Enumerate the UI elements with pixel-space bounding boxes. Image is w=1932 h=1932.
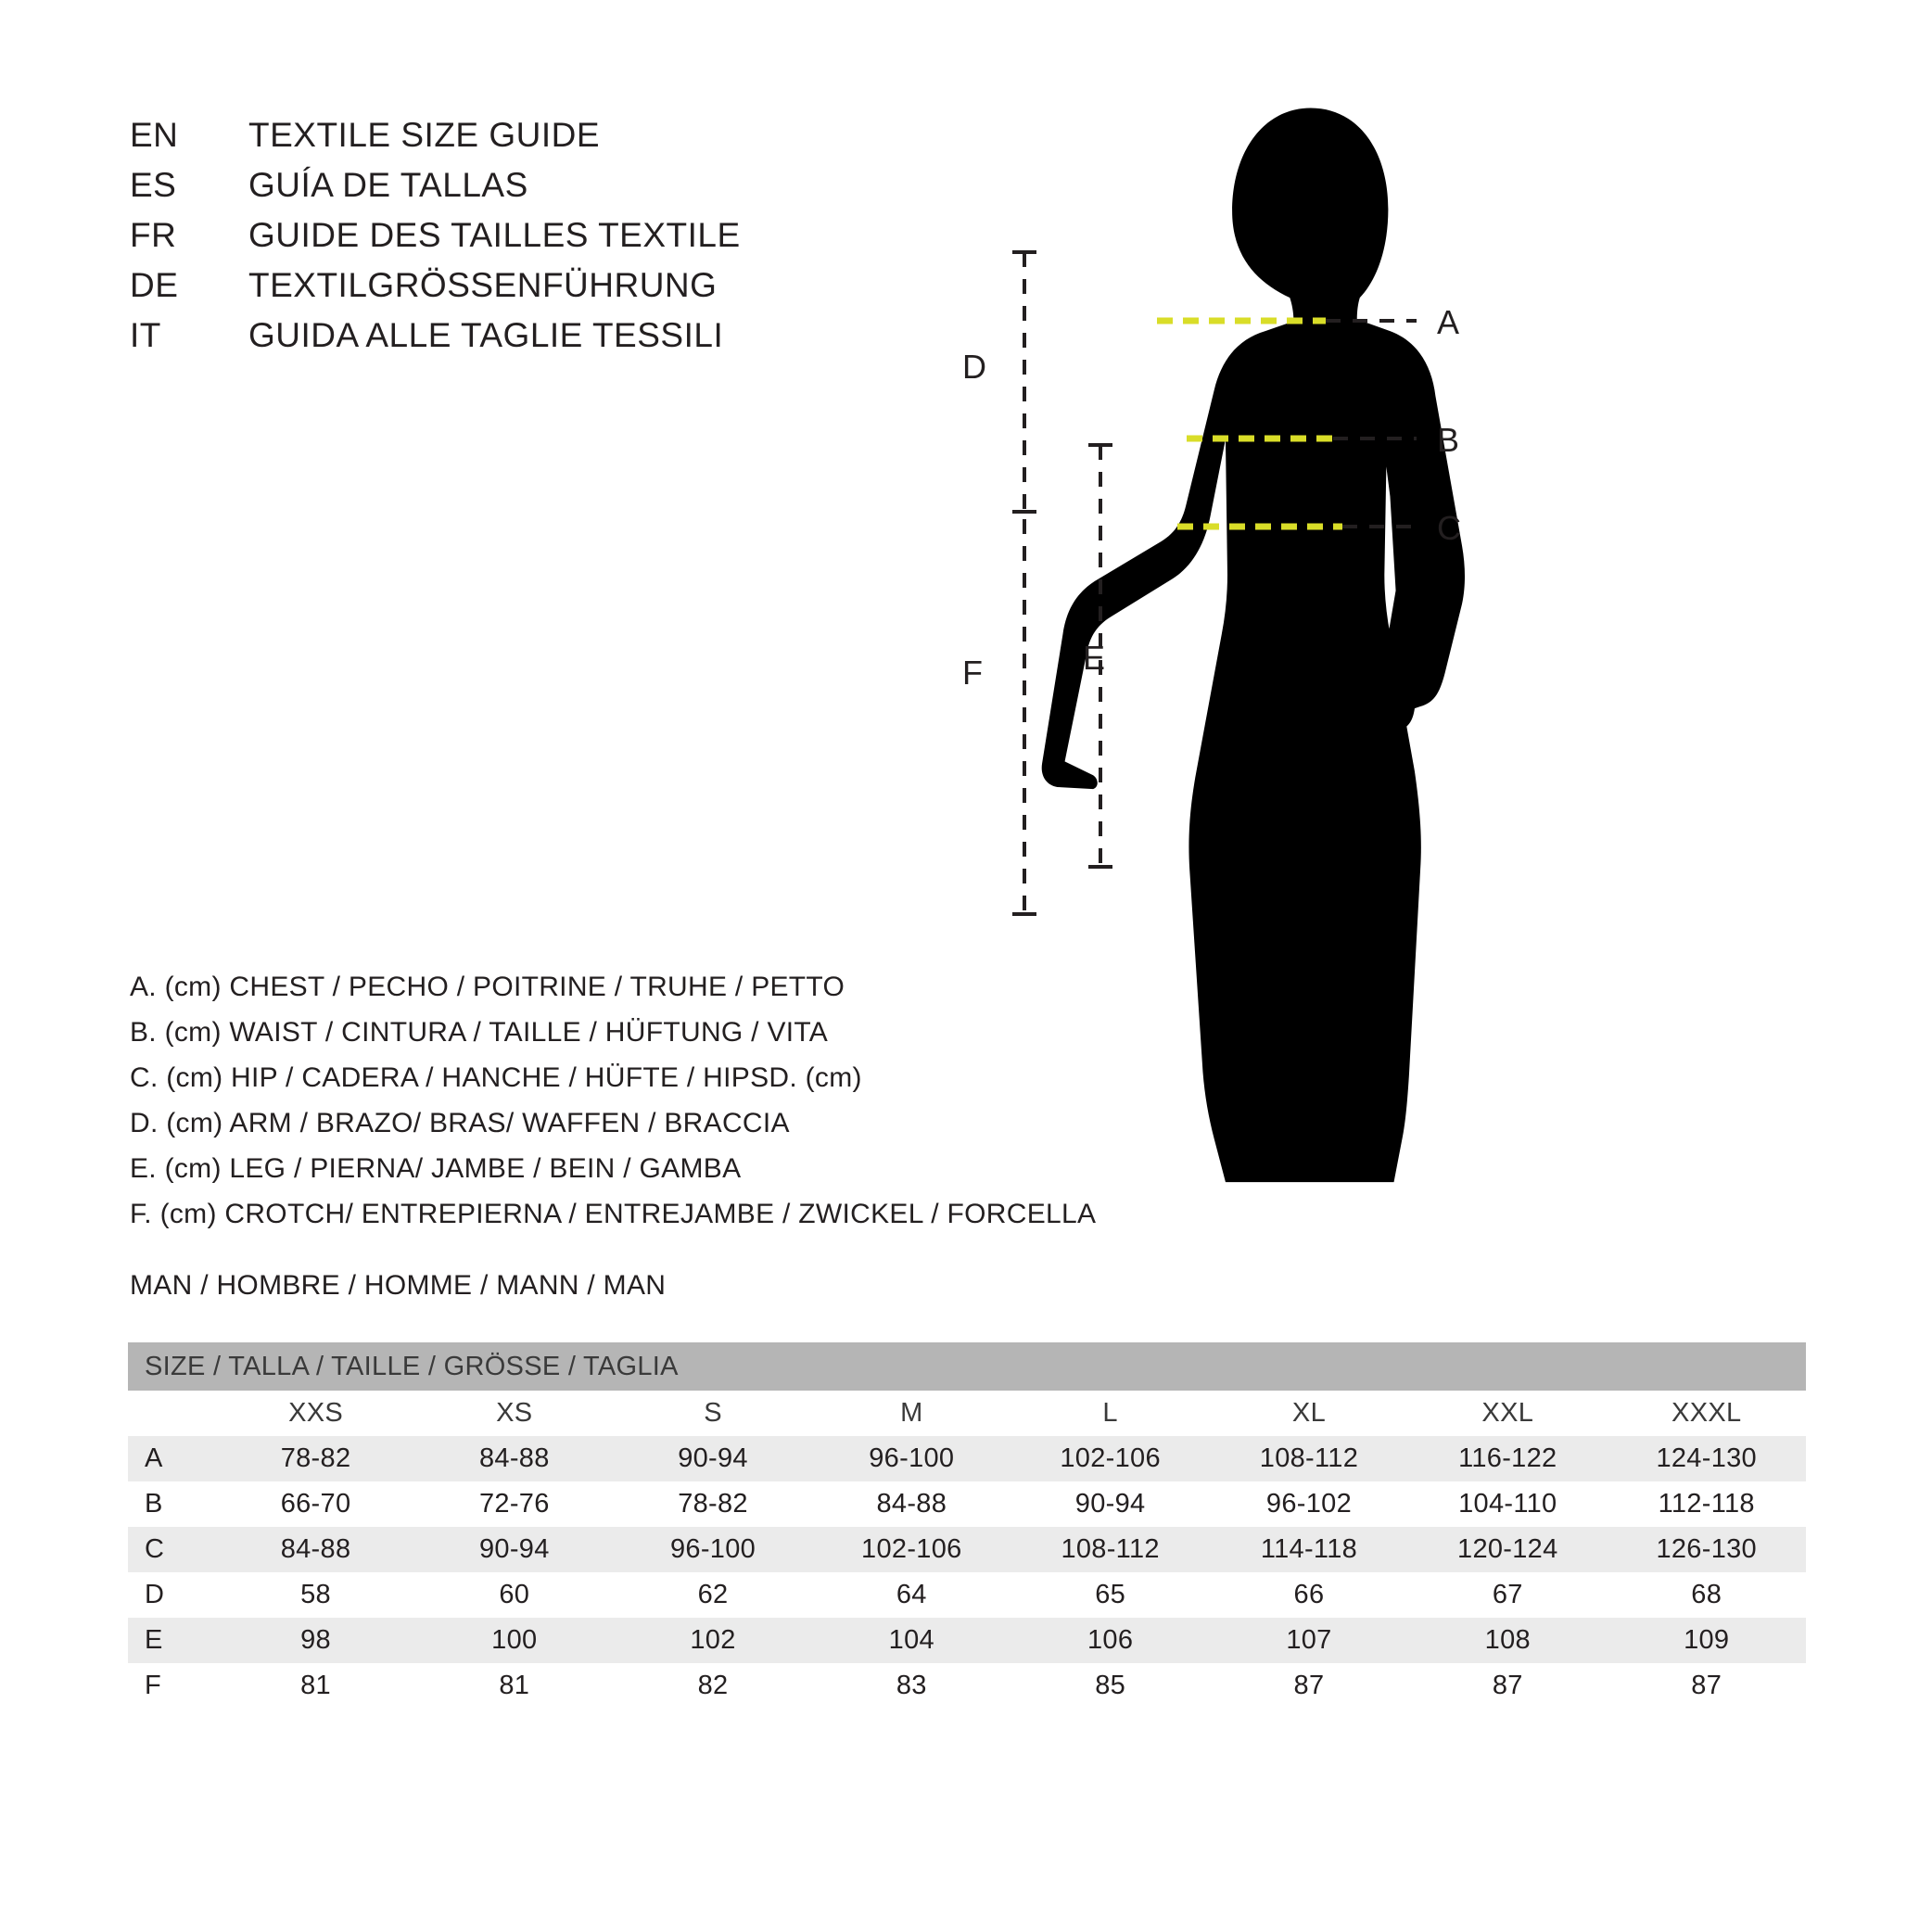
cell-f-xxxl: 87 <box>1607 1663 1806 1709</box>
cell-b-xxs: 66-70 <box>216 1481 414 1527</box>
row-header-a: A <box>128 1436 216 1481</box>
cell-c-xl: 114-118 <box>1210 1527 1408 1572</box>
title-row <box>130 266 964 316</box>
cell-c-xs: 90-94 <box>415 1527 614 1572</box>
legend-item-b: B. (cm) WAIST / CINTURA / TAILLE / HÜFTUNG / VITA <box>130 1017 829 1048</box>
cell-d-xxxl: 68 <box>1607 1572 1806 1618</box>
callout-label-f: F <box>962 654 983 692</box>
cell-f-xl: 87 <box>1210 1663 1408 1709</box>
title-text-fr: GUIDE DES TAILLES TEXTILE <box>248 216 741 254</box>
title-row <box>130 316 964 366</box>
title-lang-de: DE <box>130 266 179 304</box>
table-row <box>128 1481 1806 1527</box>
callout-label-e: E <box>1083 639 1106 677</box>
column-header-l: L <box>1010 1391 1209 1436</box>
callout-label-d: D <box>962 348 986 386</box>
legend-item-e: E. (cm) LEG / PIERNA/ JAMBE / BEIN / GAMBA <box>130 1153 742 1184</box>
cell-a-xl: 108-112 <box>1210 1436 1408 1481</box>
cell-a-l: 102-106 <box>1010 1436 1209 1481</box>
cell-a-m: 96-100 <box>812 1436 1010 1481</box>
cell-c-m: 102-106 <box>812 1527 1010 1572</box>
cell-a-xxs: 78-82 <box>216 1436 414 1481</box>
legend-block <box>130 964 1242 1237</box>
cell-e-m: 104 <box>812 1618 1010 1663</box>
table-row <box>128 1618 1806 1663</box>
cell-d-l: 65 <box>1010 1572 1209 1618</box>
legend-item-d: D. (cm) ARM / BRAZO/ BRAS/ WAFFEN / BRACCIA <box>130 1108 790 1138</box>
title-text-it: GUIDA ALLE TAGLIE TESSILI <box>248 316 724 354</box>
column-header-xxxl: XXXL <box>1607 1391 1806 1436</box>
cell-a-xs: 84-88 <box>415 1436 614 1481</box>
cell-f-xxs: 81 <box>216 1663 414 1709</box>
title-text-en: TEXTILE SIZE GUIDE <box>248 116 601 154</box>
title-row <box>130 216 964 266</box>
cell-e-xs: 100 <box>415 1618 614 1663</box>
cell-e-l: 106 <box>1010 1618 1209 1663</box>
table-title-row <box>128 1342 1806 1391</box>
callout-label-c: C <box>1437 509 1461 547</box>
title-row <box>130 116 964 166</box>
column-header-xl: XL <box>1210 1391 1408 1436</box>
row-header-e: E <box>128 1618 216 1663</box>
cell-b-m: 84-88 <box>812 1481 1010 1527</box>
title-text-de: TEXTILGRÖSSENFÜHRUNG <box>248 266 718 304</box>
cell-a-xxxl: 124-130 <box>1607 1436 1806 1481</box>
cell-b-xxxl: 112-118 <box>1607 1481 1806 1527</box>
cell-c-l: 108-112 <box>1010 1527 1209 1572</box>
cell-e-xxl: 108 <box>1408 1618 1607 1663</box>
cell-a-s: 90-94 <box>614 1436 812 1481</box>
callout-label-b: B <box>1437 421 1460 459</box>
cell-c-s: 96-100 <box>614 1527 812 1572</box>
corner-cell <box>128 1391 216 1436</box>
title-lang-en: EN <box>130 116 179 154</box>
cell-d-xxl: 67 <box>1408 1572 1607 1618</box>
legend-item-a: A. (cm) CHEST / PECHO / POITRINE / TRUHE / PETTO <box>130 972 845 1002</box>
cell-f-m: 83 <box>812 1663 1010 1709</box>
cell-c-xxs: 84-88 <box>216 1527 414 1572</box>
cell-f-l: 85 <box>1010 1663 1209 1709</box>
column-header-xxs: XXS <box>216 1391 414 1436</box>
title-block <box>130 116 964 366</box>
title-lang-fr: FR <box>130 216 177 254</box>
cell-b-l: 90-94 <box>1010 1481 1209 1527</box>
legend-item-c: C. (cm) HIP / CADERA / HANCHE / HÜFTE / HIPSD. (cm) <box>130 1062 862 1093</box>
title-lang-it: IT <box>130 316 161 354</box>
table-column-header-row <box>128 1391 1806 1436</box>
cell-b-xxl: 104-110 <box>1408 1481 1607 1527</box>
cell-d-xxs: 58 <box>216 1572 414 1618</box>
row-header-f: F <box>128 1663 216 1709</box>
cell-f-xxl: 87 <box>1408 1663 1607 1709</box>
cell-f-s: 82 <box>614 1663 812 1709</box>
cell-e-s: 102 <box>614 1618 812 1663</box>
cell-f-xs: 81 <box>415 1663 614 1709</box>
table-row <box>128 1436 1806 1481</box>
cell-b-xl: 96-102 <box>1210 1481 1408 1527</box>
column-header-m: M <box>812 1391 1010 1436</box>
cell-b-xs: 72-76 <box>415 1481 614 1527</box>
table-title: SIZE / TALLA / TAILLE / GRÖSSE / TAGLIA <box>128 1342 1806 1391</box>
cell-d-s: 62 <box>614 1572 812 1618</box>
column-header-xxl: XXL <box>1408 1391 1607 1436</box>
row-header-d: D <box>128 1572 216 1618</box>
cell-c-xxxl: 126-130 <box>1607 1527 1806 1572</box>
title-text-es: GUÍA DE TALLAS <box>248 166 528 204</box>
cell-b-s: 78-82 <box>614 1481 812 1527</box>
cell-d-xl: 66 <box>1210 1572 1408 1618</box>
gender-label: MAN / HOMBRE / HOMME / MANN / MAN <box>130 1270 667 1301</box>
table-row <box>128 1663 1806 1709</box>
legend-item-f: F. (cm) CROTCH/ ENTREPIERNA / ENTREJAMBE / ZWICKEL / FORCELLA <box>130 1199 1097 1229</box>
cell-e-xxxl: 109 <box>1607 1618 1806 1663</box>
title-lang-es: ES <box>130 166 177 204</box>
column-header-s: S <box>614 1391 812 1436</box>
row-header-b: B <box>128 1481 216 1527</box>
table-row <box>128 1527 1806 1572</box>
callout-label-a: A <box>1437 303 1460 341</box>
cell-c-xxl: 120-124 <box>1408 1527 1607 1572</box>
size-table <box>128 1342 1806 1709</box>
cell-e-xxs: 98 <box>216 1618 414 1663</box>
column-header-xs: XS <box>415 1391 614 1436</box>
row-header-c: C <box>128 1527 216 1572</box>
cell-e-xl: 107 <box>1210 1618 1408 1663</box>
title-row <box>130 166 964 216</box>
cell-a-xxl: 116-122 <box>1408 1436 1607 1481</box>
cell-d-xs: 60 <box>415 1572 614 1618</box>
table-row <box>128 1572 1806 1618</box>
cell-d-m: 64 <box>812 1572 1010 1618</box>
